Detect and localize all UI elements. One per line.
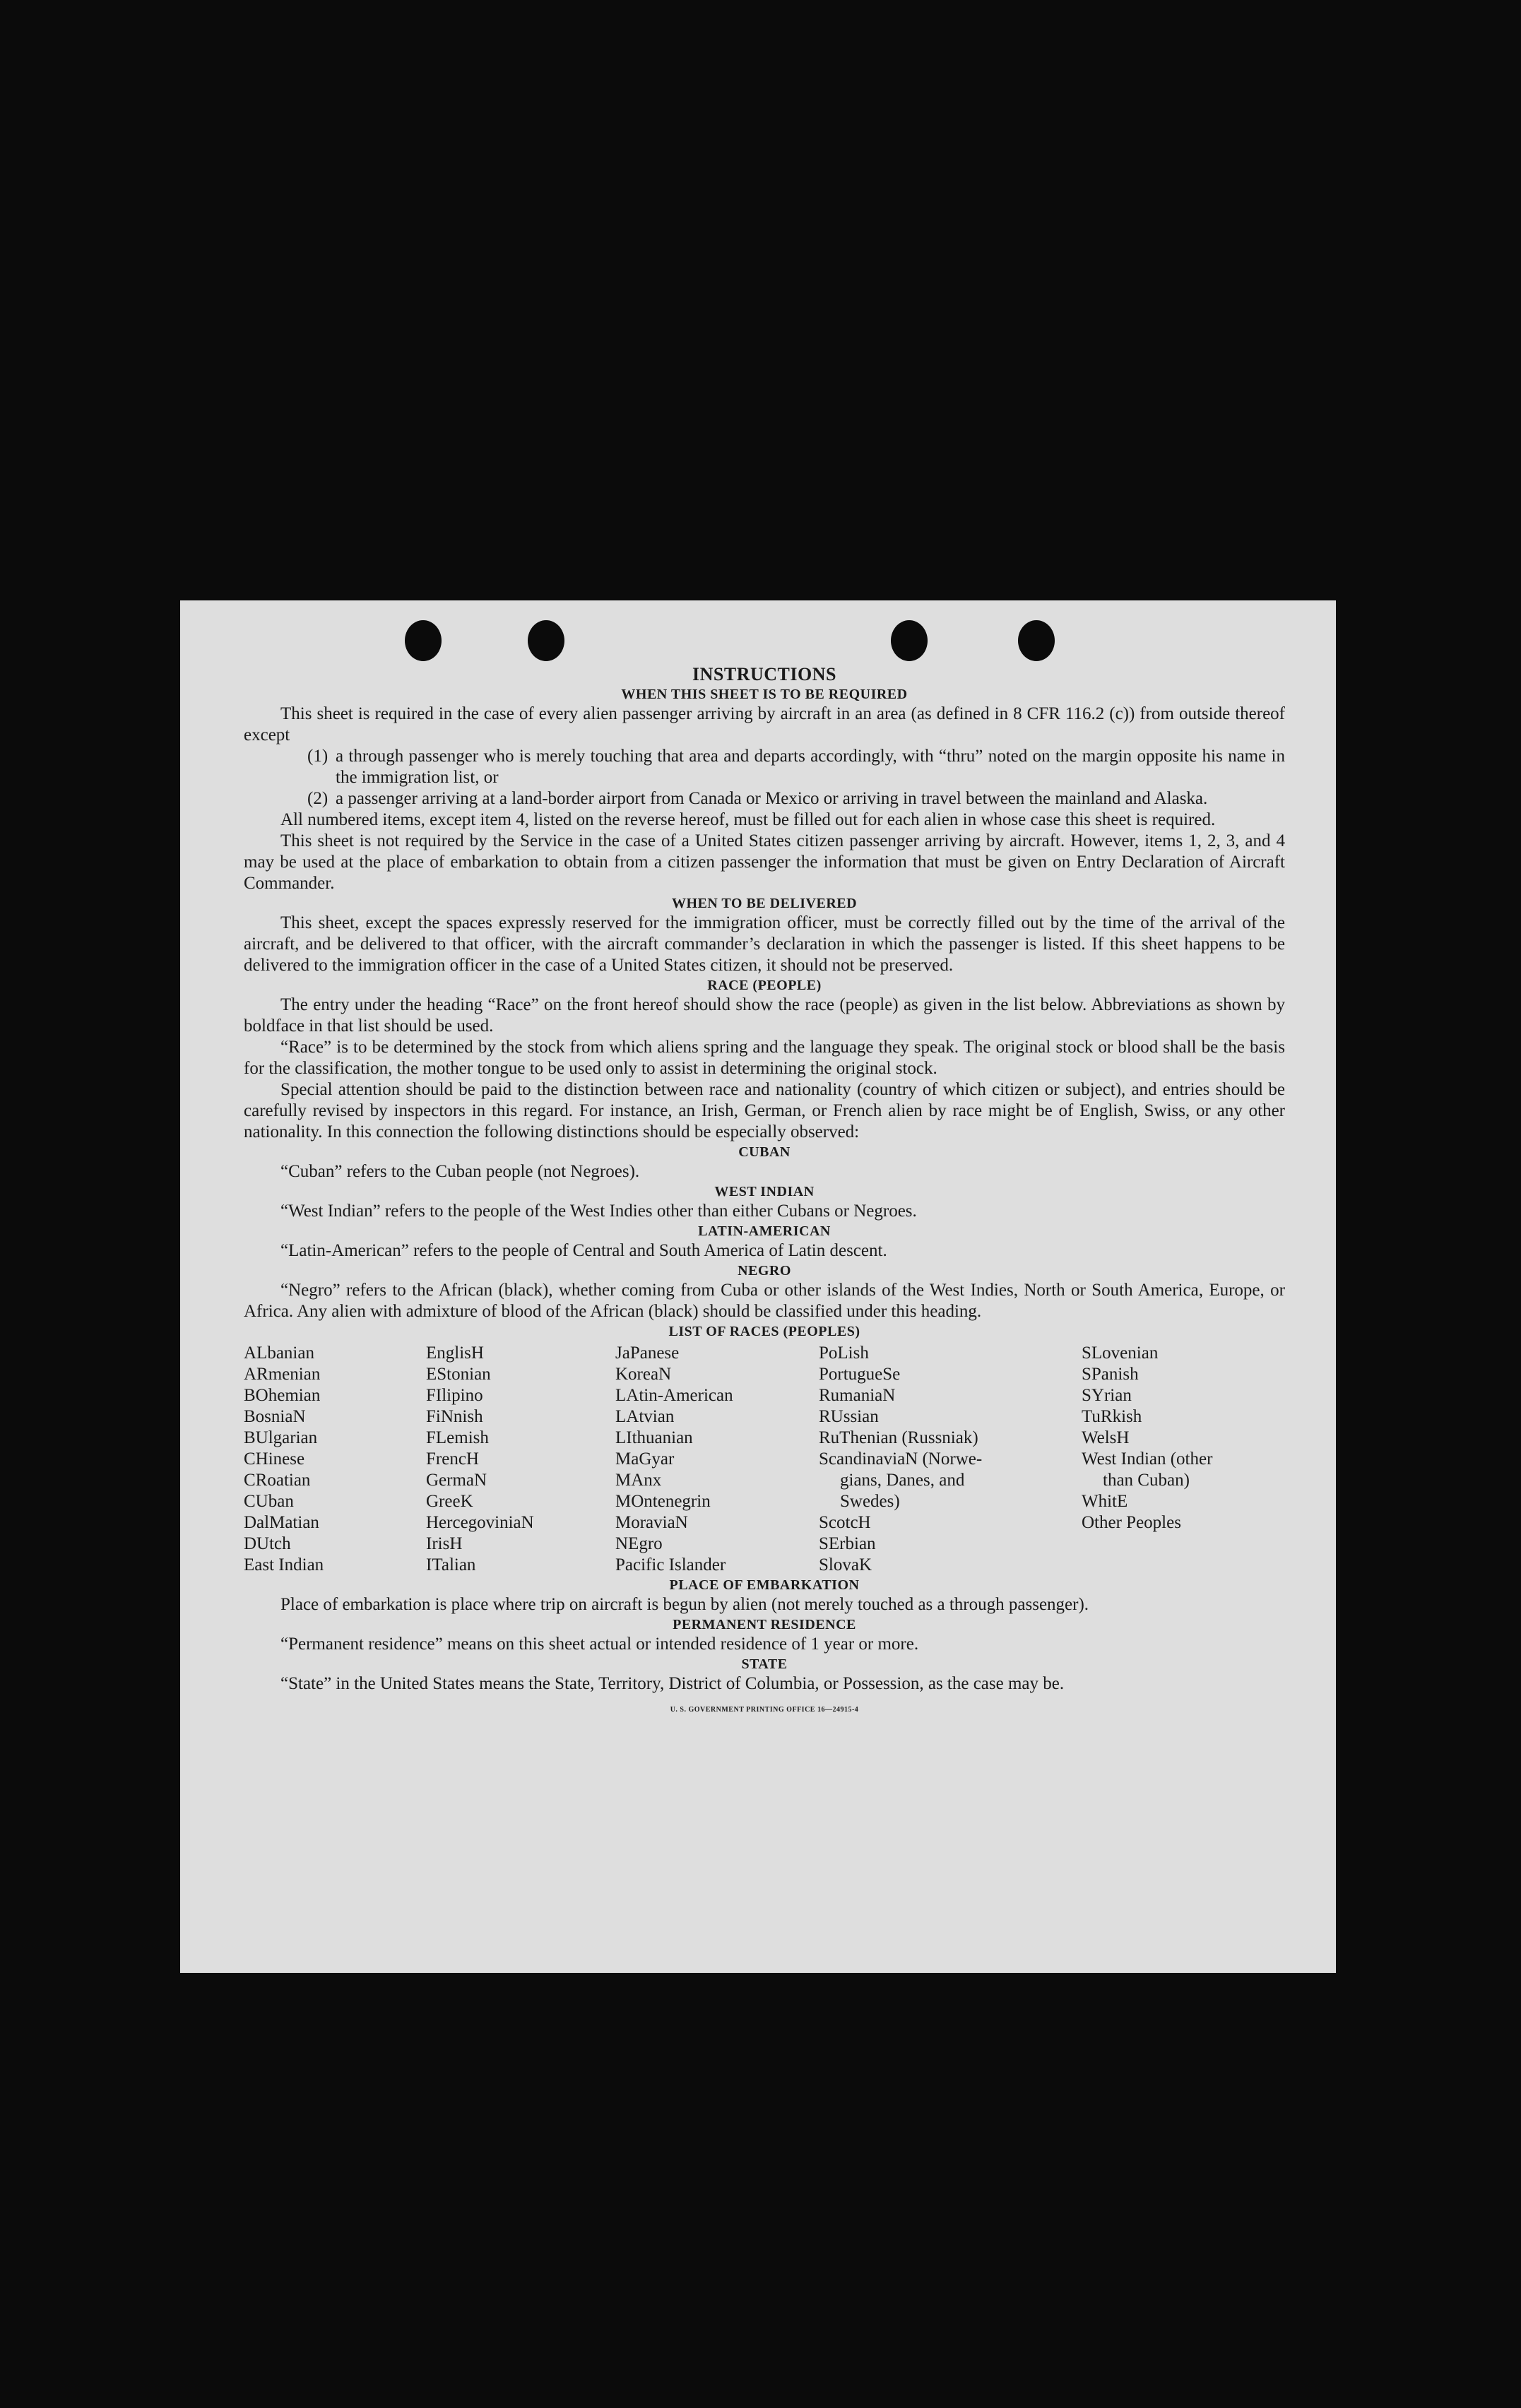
race-entry: MOntenegrin bbox=[615, 1492, 711, 1511]
race-entry: PoLish bbox=[819, 1344, 869, 1363]
races-column bbox=[426, 1343, 615, 1576]
paragraph: This sheet is not required by the Service in the case of a United States citizen passenger arriving by aircraft. However, items 1, 2, 3, and 4 may be used at the place of embarkation to obtain from a citizen passenger the information that must be given on Entry Declaration of Aircraft Commander. bbox=[244, 831, 1285, 893]
race-entry: Other Peoples bbox=[1082, 1513, 1181, 1532]
heading-state: STATE bbox=[741, 1656, 788, 1672]
race-entry: WelsH bbox=[1082, 1428, 1130, 1447]
punch-hole bbox=[405, 620, 442, 661]
heading-when-required: WHEN THIS SHEET IS TO BE REQUIRED bbox=[621, 687, 908, 702]
form-sheet bbox=[180, 600, 1336, 1973]
race-entry: GreeK bbox=[426, 1492, 473, 1511]
race-entry: ITalian bbox=[426, 1555, 476, 1574]
heading-list-of-races: LIST OF RACES (PEOPLES) bbox=[668, 1324, 860, 1339]
races-list bbox=[244, 1343, 1285, 1576]
race-entry: ScotcH bbox=[819, 1513, 871, 1532]
race-entry: Swedes) bbox=[840, 1492, 900, 1511]
paragraph: The entry under the heading “Race” on the front hereof should show the race (people) as given in the list below. Abbreviations as shown by boldface in that list should be used. bbox=[244, 995, 1285, 1036]
paragraph: “West Indian” refers to the people of the West Indies other than either Cubans or Negroes. bbox=[280, 1202, 917, 1221]
race-entry: SPanish bbox=[1082, 1365, 1139, 1384]
race-entry: DUtch bbox=[244, 1534, 291, 1553]
races-column bbox=[1082, 1343, 1272, 1576]
item-number: (1) bbox=[307, 747, 329, 766]
race-entry: KoreaN bbox=[615, 1365, 672, 1384]
race-entry: PortugueSe bbox=[819, 1365, 901, 1384]
race-entry: MAnx bbox=[615, 1471, 662, 1490]
list-item bbox=[307, 746, 1285, 788]
race-entry: LAtin-American bbox=[615, 1386, 733, 1405]
race-entry: RumaniaN bbox=[819, 1386, 896, 1405]
punch-hole bbox=[528, 620, 564, 661]
paragraph: This sheet, except the spaces expressly reserved for the immigration officer, must be correctly filled out by the time of the arrival of the aircraft, and be delivered to that officer, with the aircraft commander’s declaration in which the passenger is listed. If this sheet happens to be delivered to the immigration officer in the case of a United States citizen, it should not be preserved. bbox=[244, 913, 1285, 975]
race-entry: GermaN bbox=[426, 1471, 487, 1490]
race-entry: IrisH bbox=[426, 1534, 463, 1553]
races-column bbox=[819, 1343, 1082, 1576]
race-entry: LAtvian bbox=[615, 1407, 675, 1426]
race-entry: MaGyar bbox=[615, 1449, 675, 1469]
race-entry: SlovaK bbox=[819, 1555, 872, 1574]
race-entry: BOhemian bbox=[244, 1386, 321, 1405]
race-entry: CRoatian bbox=[244, 1471, 311, 1490]
race-entry: NEgro bbox=[615, 1534, 663, 1553]
paragraph: “State” in the United States means the State, Territory, District of Columbia, or Possession, as the case may be. bbox=[280, 1674, 1065, 1693]
race-entry: SErbian bbox=[819, 1534, 876, 1553]
punch-hole bbox=[1018, 620, 1055, 661]
race-entry: FiNnish bbox=[426, 1407, 483, 1426]
race-entry: BUlgarian bbox=[244, 1428, 318, 1447]
paragraph: All numbered items, except item 4, listed on the reverse hereof, must be filled out for each alien in whose case this sheet is required. bbox=[280, 810, 1216, 829]
heading-race: RACE (PEOPLE) bbox=[707, 978, 822, 993]
list-item bbox=[307, 788, 1285, 809]
race-entry: JaPanese bbox=[615, 1344, 680, 1363]
race-entry: EnglisH bbox=[426, 1344, 484, 1363]
heading-permanent-residence: PERMANENT RESIDENCE bbox=[673, 1617, 856, 1632]
race-entry: West Indian (other bbox=[1082, 1449, 1213, 1469]
race-entry: East Indian bbox=[244, 1555, 324, 1574]
race-entry: FLemish bbox=[426, 1428, 489, 1447]
race-entry: MoraviaN bbox=[615, 1513, 688, 1532]
race-entry: HercegoviniaN bbox=[426, 1513, 534, 1532]
races-column bbox=[615, 1343, 819, 1576]
paragraph: “Latin-American” refers to the people of Central and South America of Latin descent. bbox=[280, 1241, 887, 1260]
race-entry: SLovenian bbox=[1082, 1344, 1159, 1363]
heading-negro: NEGRO bbox=[738, 1263, 791, 1279]
page-title: INSTRUCTIONS bbox=[692, 664, 836, 684]
heading-when-delivered: WHEN TO BE DELIVERED bbox=[671, 896, 858, 911]
printer-imprint: U. S. GOVERNMENT PRINTING OFFICE 16—24915-4 bbox=[670, 1706, 859, 1714]
item-text: a through passenger who is merely touching that area and departs accordingly, with “thru” noted on the margin opposite his name in the immigration list, or bbox=[336, 747, 1285, 787]
race-entry: Pacific Islander bbox=[615, 1555, 726, 1574]
race-entry: LIthuanian bbox=[615, 1428, 693, 1447]
race-entry: FrencH bbox=[426, 1449, 479, 1469]
race-entry: TuRkish bbox=[1082, 1407, 1142, 1426]
race-entry: ALbanian bbox=[244, 1344, 314, 1363]
paragraph: “Cuban” refers to the Cuban people (not Negroes). bbox=[280, 1162, 640, 1181]
race-entry: DalMatian bbox=[244, 1513, 319, 1532]
item-text: a passenger arriving at a land-border airport from Canada or Mexico or arriving in travel between the mainland and Alaska. bbox=[336, 789, 1208, 808]
race-entry: gians, Danes, and bbox=[840, 1471, 965, 1490]
race-entry: ARmenian bbox=[244, 1365, 321, 1384]
paragraph: “Race” is to be determined by the stock from which aliens spring and the language they speak. The original stock or blood shall be the basis for the classification, the mother tongue to be used only to assist in determining the original stock. bbox=[244, 1038, 1285, 1078]
race-entry: ScandinaviaN (Norwe- bbox=[819, 1449, 983, 1469]
race-entry: FIlipino bbox=[426, 1386, 483, 1405]
race-entry: RUssian bbox=[819, 1407, 879, 1426]
paragraph: “Permanent residence” means on this sheet actual or intended residence of 1 year or more. bbox=[280, 1635, 919, 1654]
paragraph: Special attention should be paid to the distinction between race and nationality (country of which citizen or subject), and entries should be carefully revised by inspectors in this regard. For instance, an Irish, German, or French alien by race might be of English, Swiss, or any other nationality. In this connection the following distinctions should be especially observed: bbox=[244, 1080, 1285, 1141]
paragraph: Place of embarkation is place where trip on aircraft is begun by alien (not merely touched as a through passenger). bbox=[280, 1595, 1089, 1614]
race-entry: than Cuban) bbox=[1103, 1471, 1190, 1490]
paragraph: “Negro” refers to the African (black), whether coming from Cuba or other islands of the West Indies, North or South America, Europe, or Africa. Any alien with admixture of blood of the African (black) should be classified under this heading. bbox=[244, 1281, 1285, 1321]
item-number: (2) bbox=[307, 789, 329, 808]
race-entry: CHinese bbox=[244, 1449, 305, 1469]
heading-place-of-embarkation: PLACE OF EMBARKATION bbox=[669, 1577, 860, 1593]
race-entry: SYrian bbox=[1082, 1386, 1132, 1405]
race-entry: WhitE bbox=[1082, 1492, 1128, 1511]
heading-latin-american: LATIN-AMERICAN bbox=[698, 1223, 831, 1239]
race-entry: CUban bbox=[244, 1492, 294, 1511]
punch-hole bbox=[891, 620, 928, 661]
heading-cuban: CUBAN bbox=[738, 1144, 791, 1160]
race-entry: RuThenian (Russniak) bbox=[819, 1428, 978, 1447]
race-entry: EStonian bbox=[426, 1365, 491, 1384]
heading-west-indian: WEST INDIAN bbox=[714, 1184, 815, 1199]
races-column bbox=[244, 1343, 426, 1576]
paragraph: This sheet is required in the case of every alien passenger arriving by aircraft in an area (as defined in 8 CFR 116.2 (c)) from outside thereof except bbox=[244, 704, 1285, 745]
race-entry: BosniaN bbox=[244, 1407, 306, 1426]
